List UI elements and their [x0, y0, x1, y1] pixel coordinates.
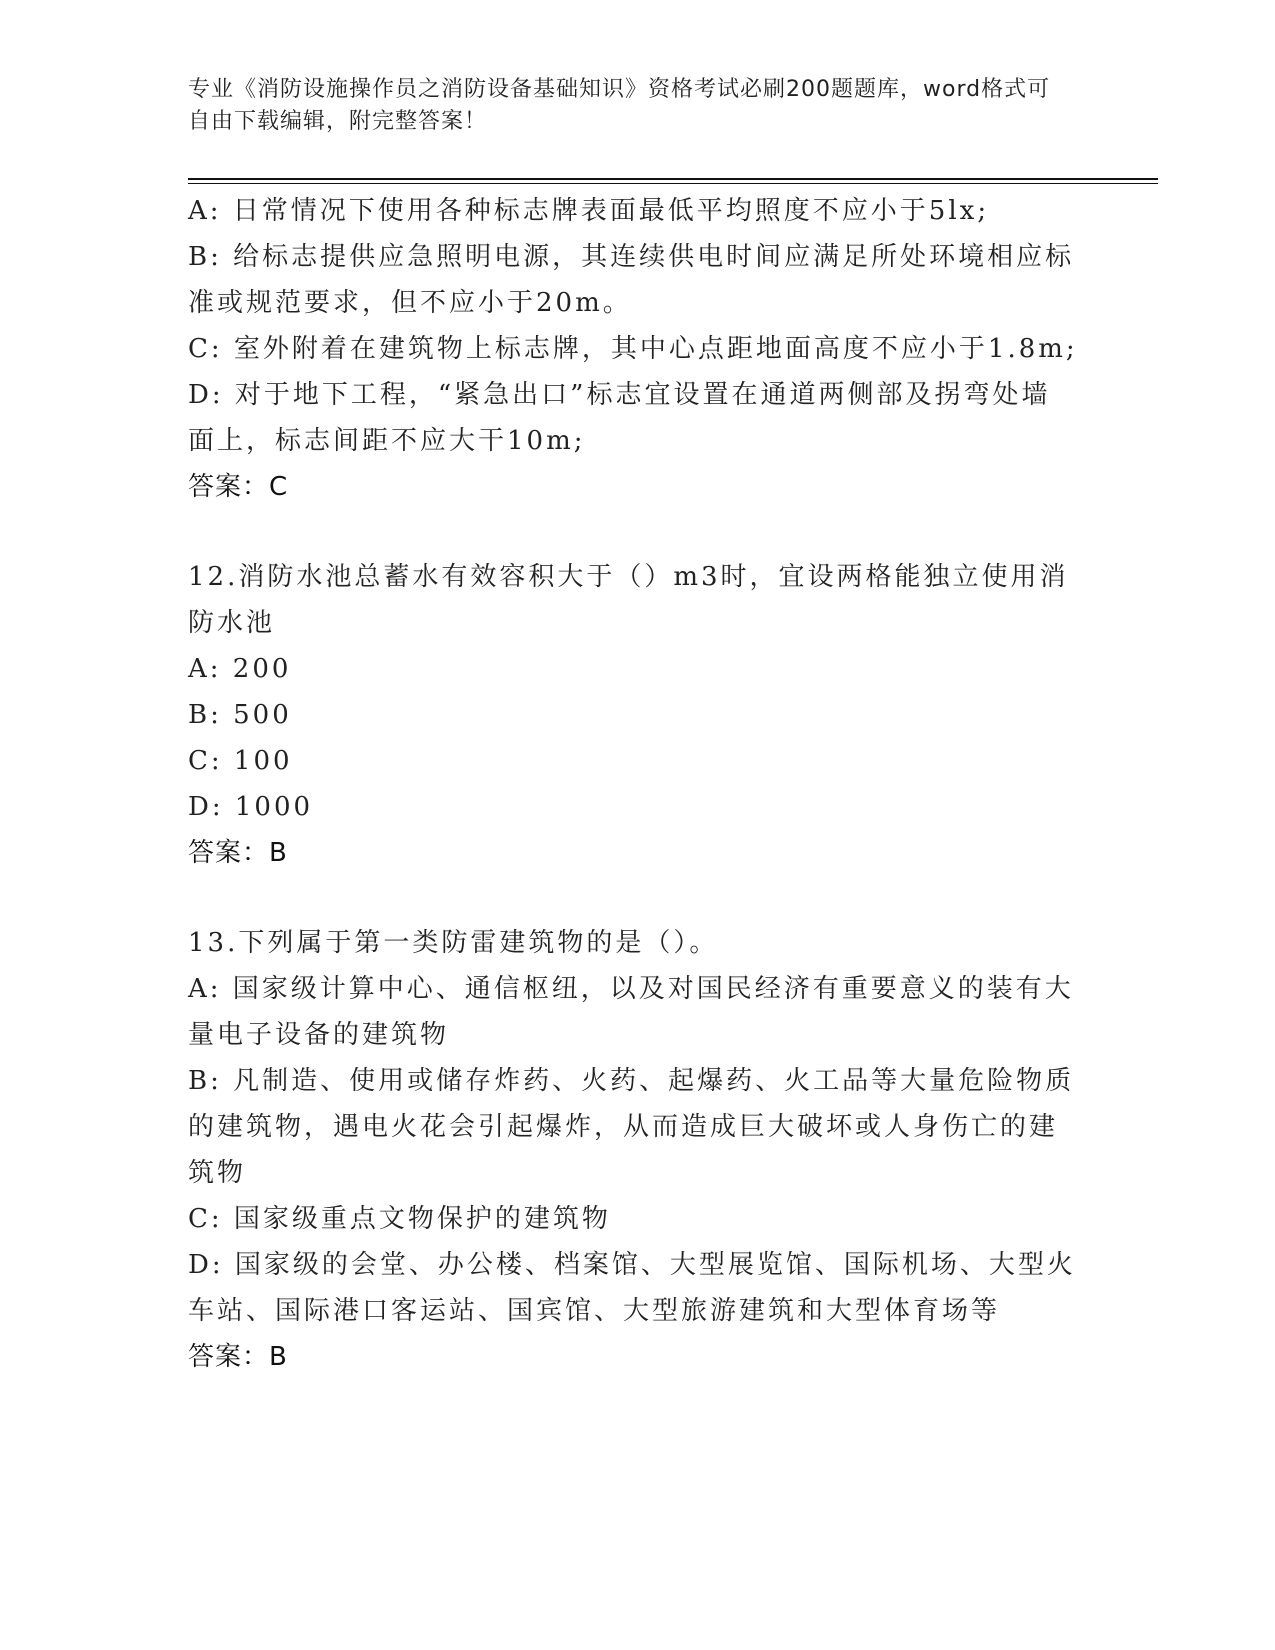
- q12-option-d: D: 1000: [188, 792, 314, 822]
- q12-answer: 答案：B: [188, 838, 288, 868]
- q13-question: 13.下列属于第一类防雷建筑物的是（）。: [188, 928, 719, 958]
- q11-option-b: B: 给标志提供应急照明电源，其连续供电时间应满足所处环境相应标准或规范要求，但不应小于20m。: [188, 242, 1075, 318]
- q12-question: 12.消防水池总蓄水有效容积大于（）m3时，宜设两格能独立使用消防水池: [188, 562, 1069, 638]
- header-rule-thin: [188, 183, 1158, 184]
- question-spacer: [188, 510, 1078, 554]
- document-header: 专业《消防设施操作员之消防设备基础知识》资格考试必刷200题题库，word格式可自由下载编辑，附完整答案！: [188, 77, 1051, 134]
- q13-option-d: D: 国家级的会堂、办公楼、档案馆、大型展览馆、国际机场、大型火车站、国际港口客运站、国宾馆、大型旅游建筑和大型体育场等: [188, 1250, 1076, 1326]
- q11-answer: 答案：C: [188, 472, 289, 502]
- q12-option-c: C: 100: [188, 746, 293, 776]
- q11-option-d: D: 对于地下工程，“紧急出口”标志宜设置在通道两侧部及拐弯处墙面上，标志间距不应大干10m;: [188, 380, 1051, 456]
- question-spacer: [188, 876, 1078, 920]
- question-11-block: [188, 188, 1078, 510]
- question-13-block: [188, 920, 1078, 1380]
- q11-option-c: C: 室外附着在建筑物上标志牌，其中心点距地面高度不应小于1.8m;: [188, 334, 1078, 364]
- q13-answer: 答案：B: [188, 1342, 288, 1372]
- header-rule-thick: [188, 178, 1158, 180]
- q12-option-b: B: 500: [188, 700, 292, 730]
- document-body: [188, 188, 1078, 1380]
- q11-option-a: A: 日常情况下使用各种标志牌表面最低平均照度不应小于5lx;: [188, 196, 990, 226]
- q13-option-a: A: 国家级计算中心、通信枢纽，以及对国民经济有重要意义的装有大量电子设备的建筑物: [188, 974, 1074, 1050]
- q13-option-c: C: 国家级重点文物保护的建筑物: [188, 1204, 611, 1234]
- q13-option-b: B: 凡制造、使用或储存炸药、火药、起爆药、火工品等大量危险物质的建筑物，遇电火花会引起爆炸，从而造成巨大破坏或人身伤亡的建筑物: [188, 1066, 1075, 1188]
- q12-option-a: A: 200: [188, 654, 292, 684]
- question-12-block: [188, 554, 1078, 876]
